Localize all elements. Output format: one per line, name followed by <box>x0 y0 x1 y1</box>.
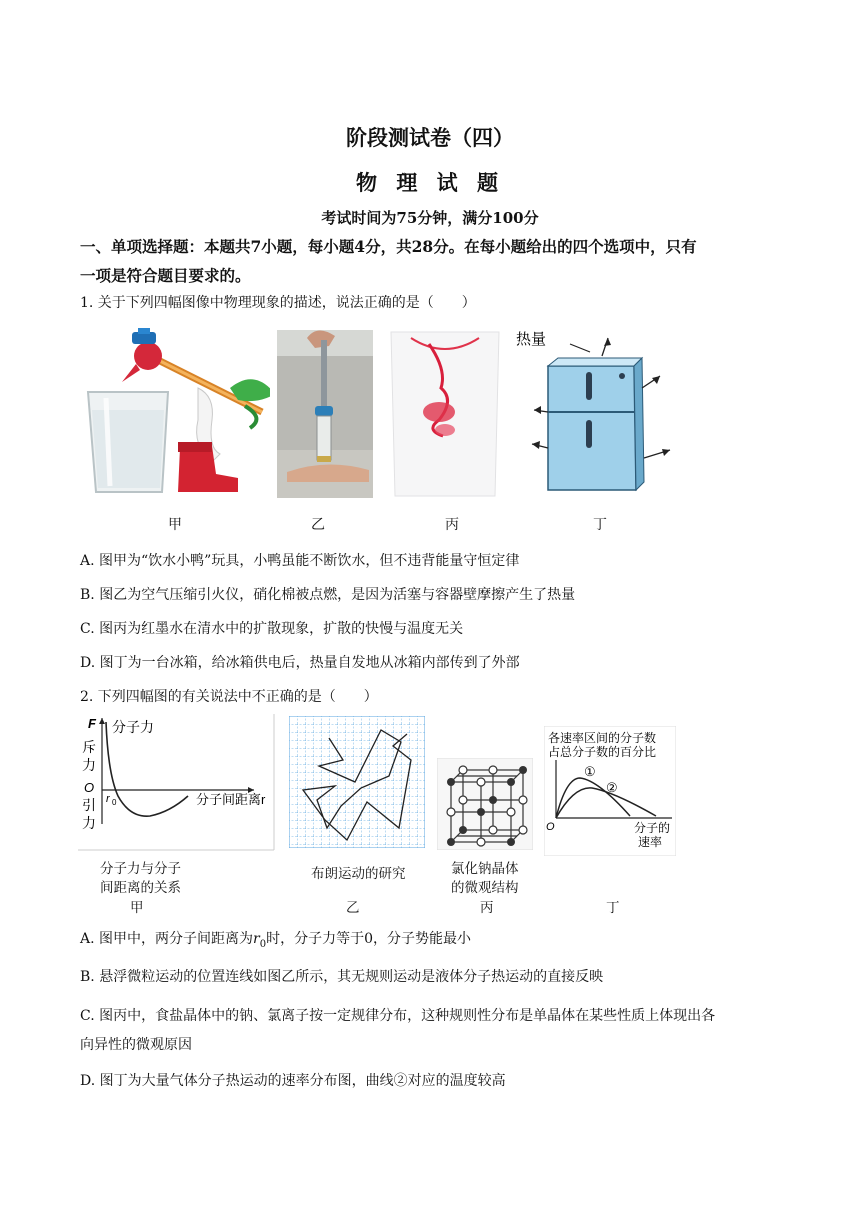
fig-a-r0-sub: 0 <box>112 798 117 807</box>
fig-d-ylabel-1: 各速率区间的分子数 <box>548 731 657 745</box>
q1-caption-bing: 丙 <box>445 517 459 533</box>
q1-option-a: A. 图甲为“饮水小鸭”玩具，小鸭虽能不断饮水，但不违背能量守恒定律 <box>80 553 520 569</box>
q2-option-a-sub: 0 <box>259 938 267 950</box>
fig-d-tag: 丁 <box>606 900 620 916</box>
fig-d-origin: O <box>546 821 555 833</box>
air-compression-igniter-image <box>277 330 373 498</box>
fig-d-xlabel-1: 分子的 <box>634 821 671 835</box>
fig-c-caption-line1: 氯化钠晶体 <box>451 861 519 877</box>
fig-c-tag: 丙 <box>480 900 494 916</box>
fig-b-tag: 乙 <box>346 900 360 916</box>
q1-caption-jia: 甲 <box>168 517 182 533</box>
section-heading-line1: 一、单项选择题：本题共7小题，每小题4分，共28分。在每小题给出的四个选项中，只有 <box>80 237 697 256</box>
refrigerator-image <box>512 326 682 496</box>
fig-a-force-label: 分子力 <box>112 719 154 735</box>
q2-option-d: D. 图丁为大量气体分子热运动的速率分布图，曲线②对应的温度较高 <box>80 1073 506 1089</box>
fig-a-attract: 引 <box>82 797 96 813</box>
fridge-heat-label: 热量 <box>516 331 547 348</box>
fig-b-caption: 布朗运动的研究 <box>311 866 406 882</box>
fig-d-curve1: ① <box>584 764 596 779</box>
q1-stem: 1. 关于下列四幅图像中物理现象的描述，说法正确的是（ ） <box>80 295 476 311</box>
q1-option-d: D. 图丁为一台冰箱，给冰箱供电后，热量自发地从冰箱内部传到了外部 <box>80 655 520 671</box>
q2-option-a <box>80 928 790 956</box>
fig-a-xaxis: 分子间距离r <box>196 792 266 807</box>
q1-caption-ding: 丁 <box>593 517 607 533</box>
fig-c-caption <box>451 860 519 898</box>
q2-option-a-post: 时，分子力等于0，分子势能最小 <box>266 931 472 947</box>
fig-d-ylabel-2: 占总分子数的百分比 <box>548 745 657 759</box>
q2-option-c-line1: C. 图丙中，食盐晶体中的钠、氯离子按一定规律分布，这种规则性分布是单晶体在某些性质上体现出各 <box>80 1008 716 1024</box>
exam-info: 考试时间为75分钟，满分100分 <box>321 209 539 227</box>
fig-a-caption-line2: 间距离的关系 <box>100 880 181 896</box>
ink-diffusion-image <box>383 330 507 498</box>
fig-a-origin: O <box>84 780 95 795</box>
q1-caption-yi: 乙 <box>311 517 325 533</box>
fig-a-repel: 斥 <box>82 739 96 755</box>
fig-a-r0: r <box>106 793 110 805</box>
q2-option-c-line2: 向异性的微观原因 <box>80 1037 192 1053</box>
q1-option-c: C. 图丙为红墨水在清水中的扩散现象，扩散的快慢与温度无关 <box>80 621 464 637</box>
paper-subtitle: 物 理 试 题 <box>356 170 504 195</box>
fig-c-caption-line2: 的微观结构 <box>451 880 519 896</box>
fig-d-xlabel-2: 速率 <box>638 835 663 849</box>
brownian-motion-grid <box>289 716 425 848</box>
fig-a-F: F <box>88 716 96 731</box>
q2-option-c <box>80 1002 790 1060</box>
fig-a-caption-line1: 分子力与分子 <box>100 861 181 877</box>
fig-a-attract2: 力 <box>82 815 96 831</box>
speed-distribution-graph <box>544 726 676 856</box>
fig-d-curve2: ② <box>606 780 618 795</box>
q2-option-a-pre: A. 图甲中，两分子间距离为 <box>80 931 254 947</box>
section-heading <box>80 232 790 290</box>
paper-title: 阶段测试卷（四） <box>346 125 514 150</box>
fig-a-tag: 甲 <box>130 900 144 916</box>
fig-a-repel2: 力 <box>82 757 96 773</box>
q2-option-b: B. 悬浮微粒运动的位置连线如图乙所示，其无规则运动是液体分子热运动的直接反映 <box>80 969 604 985</box>
drinking-bird-image <box>80 328 270 500</box>
molecular-force-graph <box>78 714 278 852</box>
q2-option-a-r: r <box>253 931 260 947</box>
nacl-lattice-image <box>437 758 533 850</box>
q1-option-b: B. 图乙为空气压缩引火仪，硝化棉被点燃，是因为活塞与容器壁摩擦产生了热量 <box>80 587 576 603</box>
section-heading-line2: 一项是符合题目要求的。 <box>80 266 251 285</box>
fig-a-caption <box>100 860 181 898</box>
q2-stem: 2. 下列四幅图的有关说法中不正确的是（ ） <box>80 689 378 705</box>
